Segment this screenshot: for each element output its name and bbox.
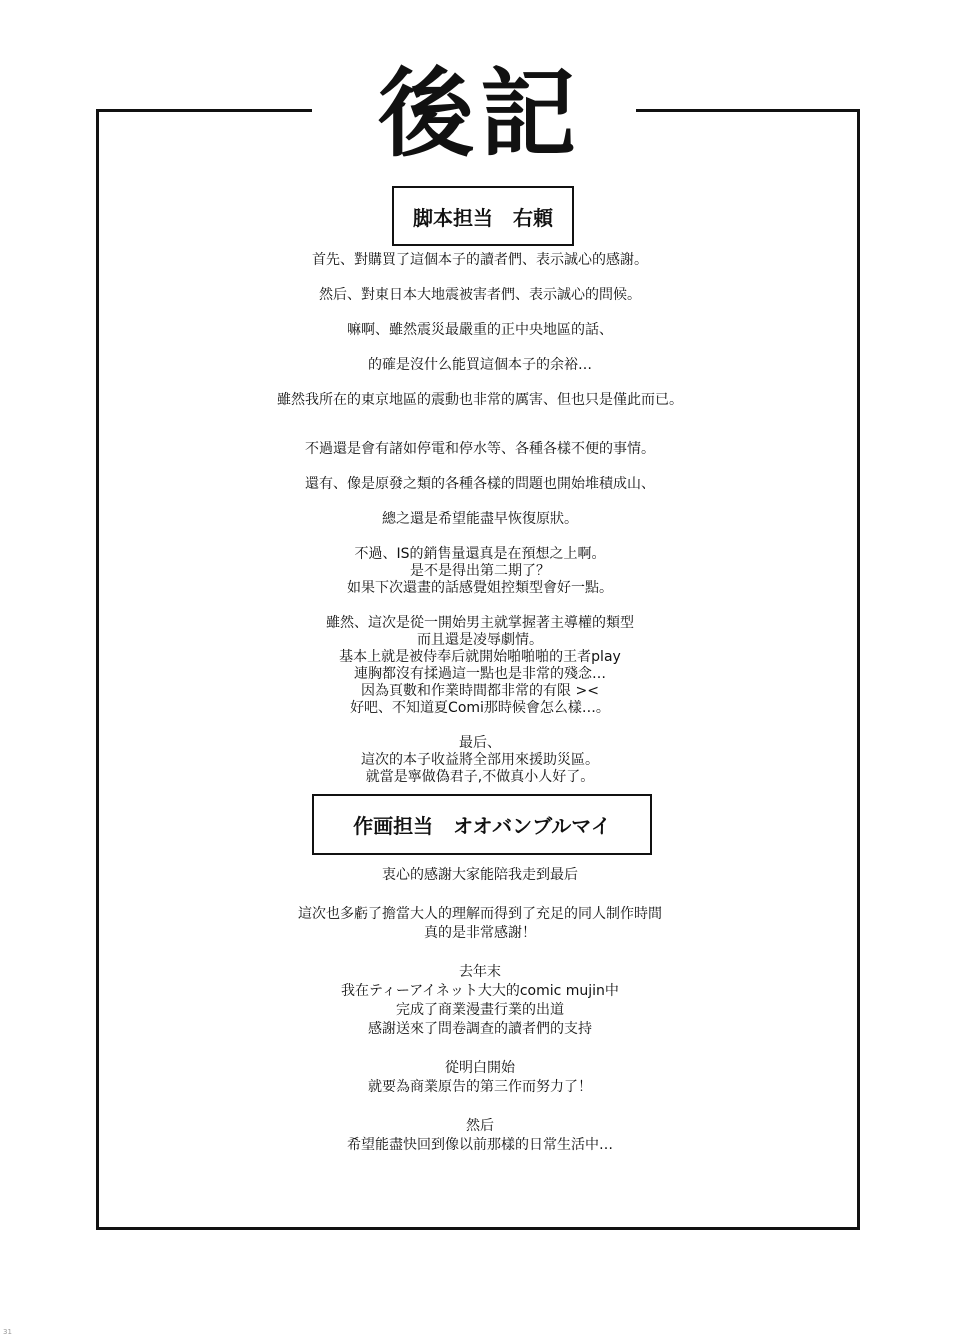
text-line: 完成了商業漫畫行業的出道 <box>396 1002 564 1018</box>
text-line: 真的是非常感謝！ <box>424 925 536 941</box>
paragraph <box>150 357 810 374</box>
text-line: 基本上就是被侍奉后就開始啪啪啪的王者play <box>339 649 621 665</box>
paragraph <box>150 252 810 269</box>
paragraph <box>150 322 810 339</box>
text-line: 希望能盡快回到像以前那樣的日常生活中… <box>347 1137 613 1153</box>
text-line: 就要為商業原告的第三作而努力了！ <box>368 1079 592 1095</box>
page-title: 後記 <box>378 57 582 170</box>
paragraph <box>150 963 810 1039</box>
text-line: 去年末 <box>459 964 501 980</box>
paragraph <box>150 1059 810 1097</box>
paragraph <box>150 511 810 528</box>
paragraph <box>150 546 810 597</box>
script-section-text <box>150 252 810 804</box>
text-line: 好吧、不知道夏Comi那時候會怎么樣…。 <box>350 700 610 716</box>
text-line: 這次的本子收益將全部用來援助災區。 <box>361 752 599 768</box>
text-line: 而且還是凌辱劇情。 <box>417 632 543 648</box>
text-line: 還有、像是原發之類的各種各樣的問題也開始堆積成山、 <box>305 476 655 492</box>
paragraph <box>150 392 810 409</box>
text-line: 的確是沒什么能買這個本子的余裕… <box>368 357 592 373</box>
art-section-heading: 作画担当 オオバンブルマイ <box>312 794 652 855</box>
text-line: 感謝送來了問卷調查的讀者們的支持 <box>368 1021 592 1037</box>
text-line: 因為頁數和作業時間都非常的有限 >< <box>361 683 599 699</box>
text-line: 這次也多虧了擔當大人的理解而得到了充足的同人制作時間 <box>298 906 662 922</box>
text-line: 雖然我所在的東京地區的震動也非常的厲害、但也只是僅此而已。 <box>277 392 683 408</box>
page-number: 31 <box>3 1328 12 1336</box>
paragraph <box>150 735 810 786</box>
paragraph <box>150 615 810 717</box>
paragraph <box>150 905 810 943</box>
script-section-heading: 脚本担当 右頼 <box>392 186 574 246</box>
text-line: 然后、對東日本大地震被害者們、表示誠心的問候。 <box>319 287 641 303</box>
text-line: 然后 <box>466 1118 494 1134</box>
text-line: 就當是寧做偽君子,不做真小人好了。 <box>365 769 595 785</box>
text-line: 如果下次還畫的話感覺姐控類型會好一點。 <box>347 580 613 596</box>
text-line: 我在ティーアイネット大大的comic mujin中 <box>341 983 619 999</box>
text-line: 是不是得出第二期了？ <box>410 563 550 579</box>
text-line: 不過還是會有諸如停電和停水等、各種各樣不便的事情。 <box>305 441 655 457</box>
text-line: 最后、 <box>459 735 501 751</box>
text-line: 雖然、這次是從一開始男主就掌握著主導權的類型 <box>326 615 634 631</box>
paragraph <box>150 441 810 458</box>
paragraph <box>150 287 810 304</box>
paragraph <box>150 476 810 493</box>
text-line: 從明白開始 <box>445 1060 515 1076</box>
paragraph <box>150 1117 810 1155</box>
text-line: 衷心的感謝大家能陪我走到最后 <box>382 867 578 883</box>
text-line: 總之還是希望能盡早恢復原狀。 <box>382 511 578 527</box>
text-line: 嘛啊、雖然震災最嚴重的正中央地區的話、 <box>347 322 613 338</box>
art-section-text <box>150 866 810 1175</box>
text-line: 首先、對購買了這個本子的讀者們、表示誠心的感謝。 <box>312 252 648 268</box>
text-line: 不過、IS的銷售量還真是在預想之上啊。 <box>354 546 606 562</box>
paragraph <box>150 866 810 885</box>
text-line: 連胸都沒有揉過這一點也是非常的殘念… <box>354 666 606 682</box>
